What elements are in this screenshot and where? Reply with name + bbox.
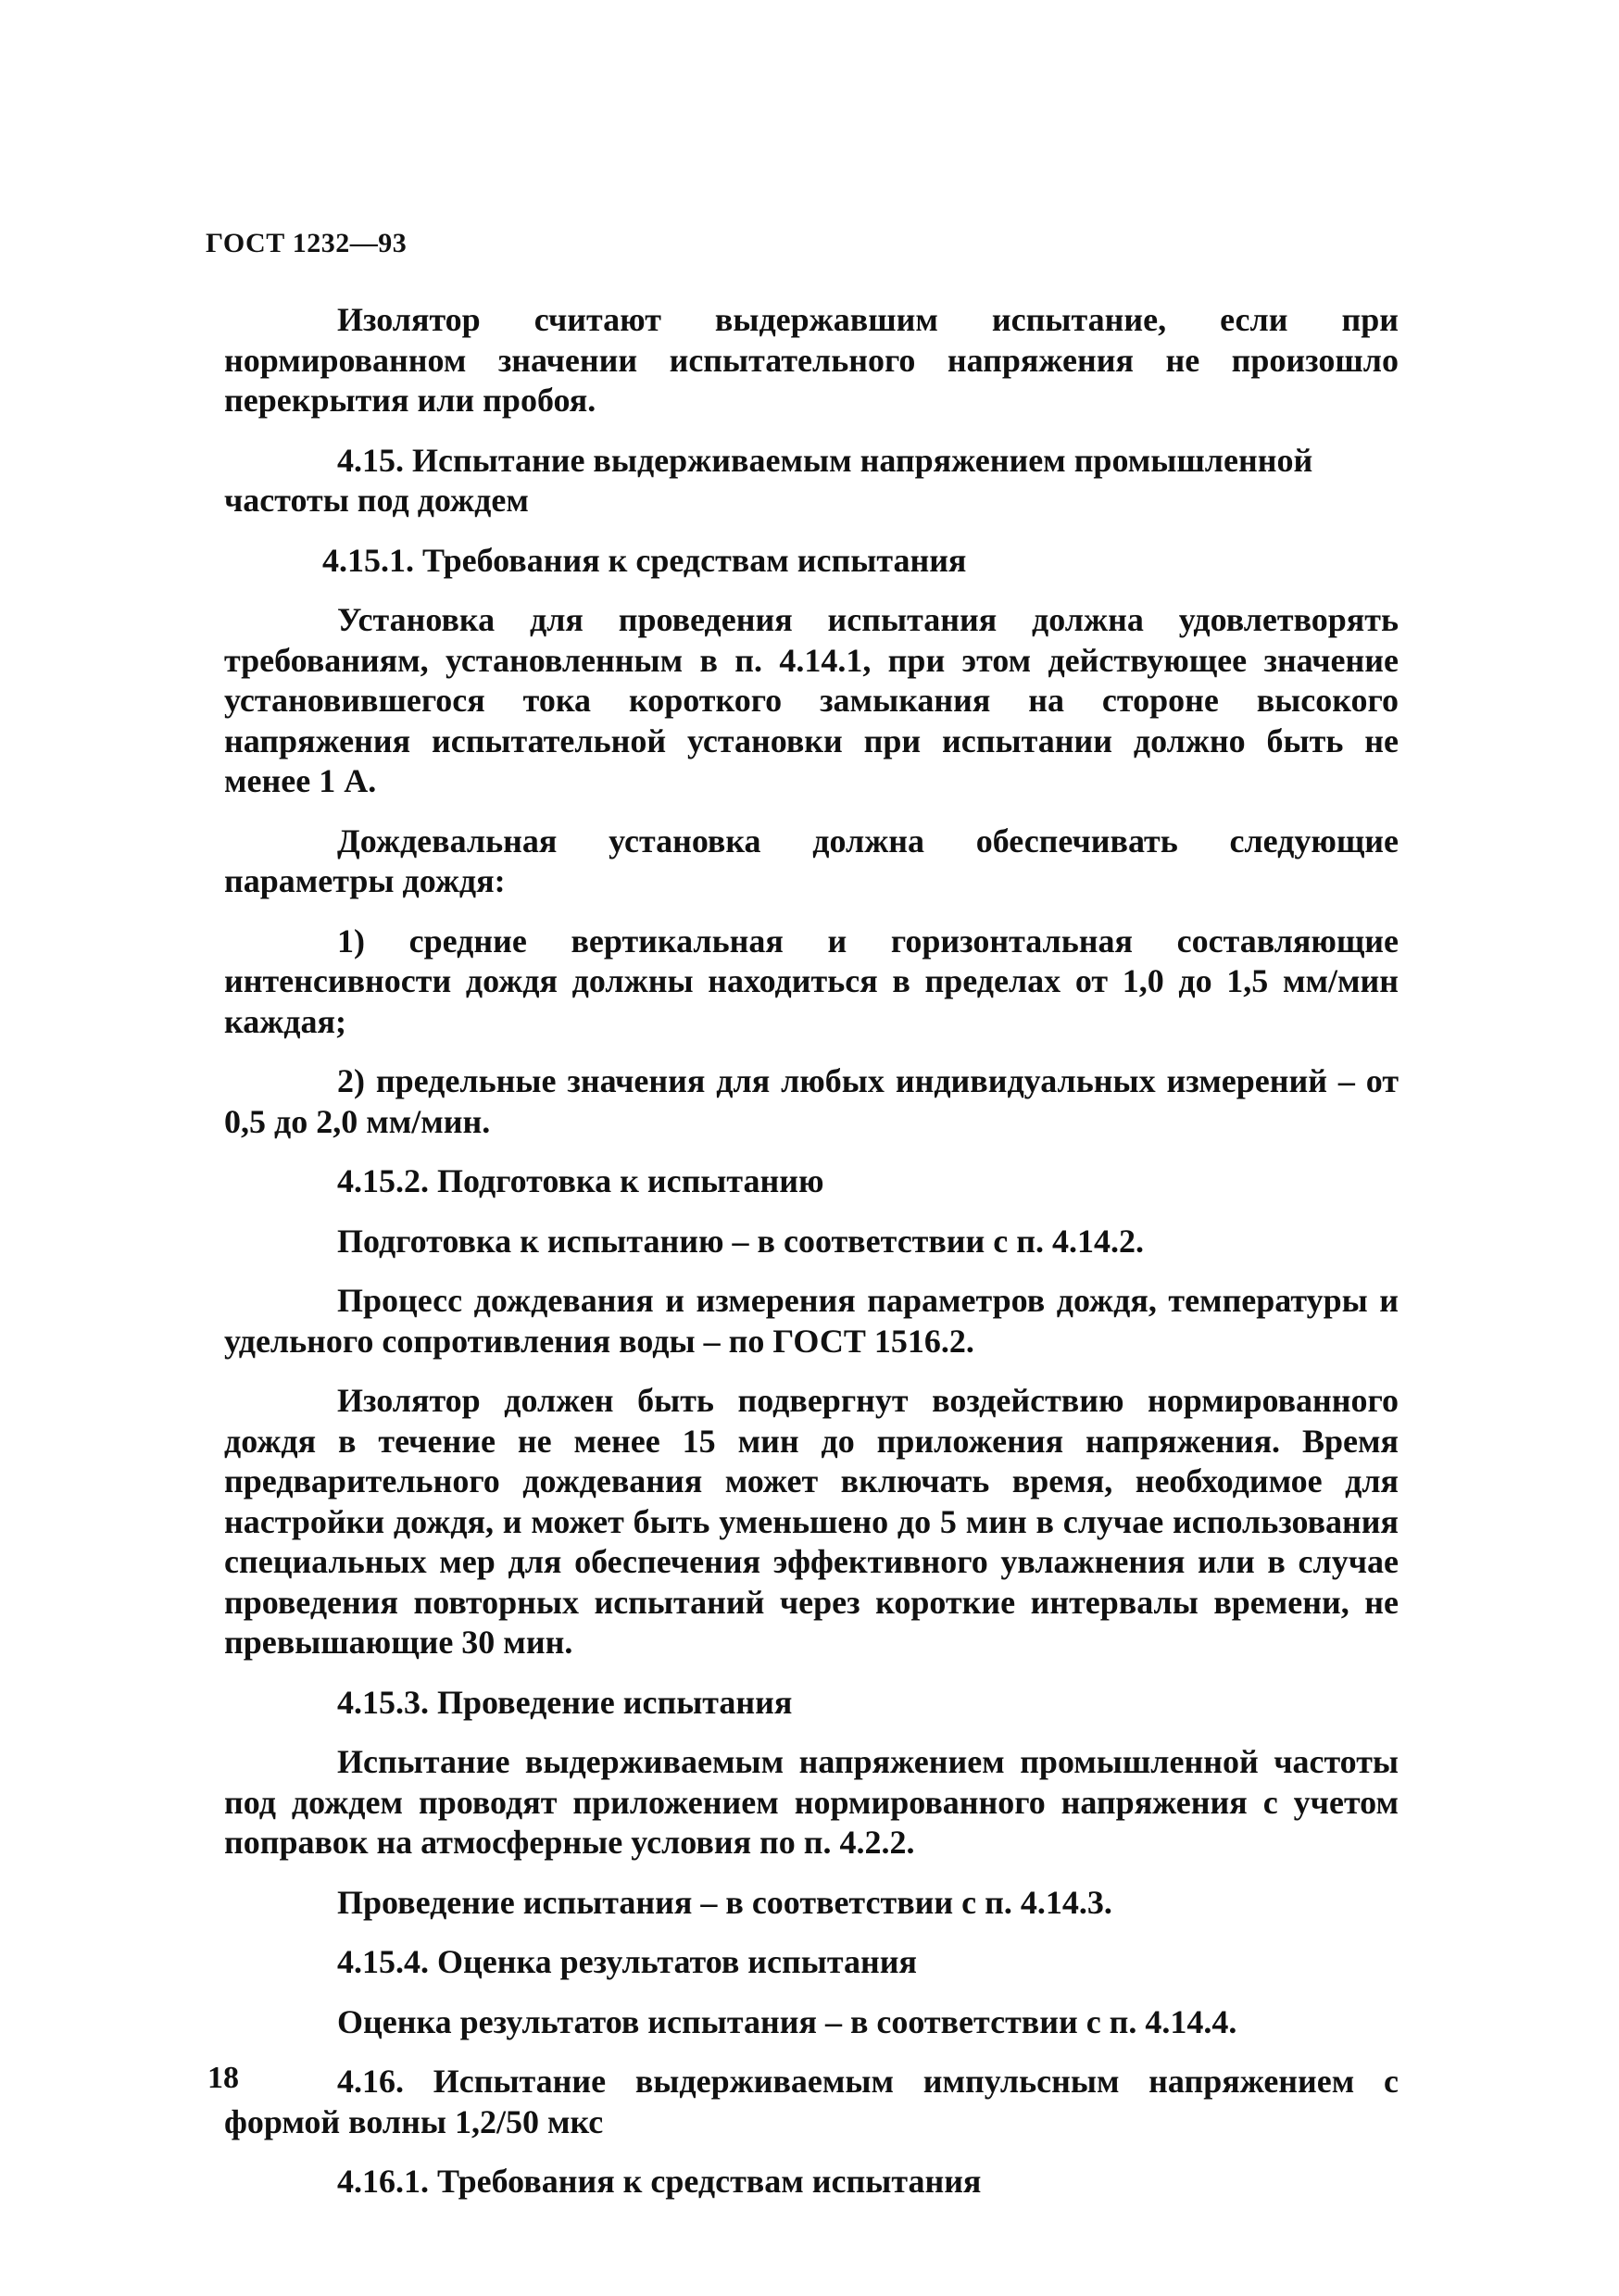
list-item-2: 2) предельные значения для любых индивидуальных измерений – от 0,5 до 2,0 мм/мин.: [224, 1062, 1399, 1140]
section-heading-4-16-1: 4.16.1. Требования к средствам испытания: [337, 2163, 982, 2200]
paragraph-withstand-criterion: Изолятор считают выдержавшим испытание, если при нормированном значении испытательного напряжения не произошло перекрытия или пробоя.: [224, 301, 1399, 419]
paragraph-rain-exposure: Изолятор должен быть подвергнут воздействию нормированного дождя в течение не менее 15 мин до приложения напряжения. Время предварительного дождевания может включать время, необходимое для настройки дождя, и может быть уменьшено до 5 мин в случае использования специальных мер для обеспечения эффективного увлажнения или в случае проведения повторных испытаний через короткие интервалы времени, не превышающие 30 мин.: [224, 1382, 1399, 1661]
section-heading-4-15-2: 4.15.2. Подготовка к испытанию: [337, 1162, 824, 1199]
section-heading-4-15: 4.15. Испытание выдерживаемым напряжением промышленной частоты под дождем: [224, 441, 1313, 519]
paragraph-test-procedure: Испытание выдерживаемым напряжением промышленной частоты под дождем проводят приложением нормированного напряжения с учетом поправок на атмосферные условия по п. 4.2.2.: [224, 1743, 1399, 1861]
section-heading-4-15-4: 4.15.4. Оценка результатов испытания: [337, 1943, 917, 1980]
paragraph-evaluation: Оценка результатов испытания – в соответствии с п. 4.14.4.: [337, 2002, 1237, 2040]
document-header: ГОСТ 1232—93: [206, 228, 408, 258]
section-heading-4-15-3: 4.15.3. Проведение испытания: [337, 1683, 793, 1721]
paragraph-rain-process: Процесс дождевания и измерения параметров дождя, температуры и удельного сопротивления воды – по ГОСТ 1516.2.: [224, 1282, 1399, 1360]
section-heading-4-15-1: 4.15.1. Требования к средствам испытания: [322, 541, 967, 579]
paragraph-rain-unit: Дождевальная установка должна обеспечивать следующие параметры дождя:: [224, 822, 1399, 899]
paragraph-preparation: Подготовка к испытанию – в соответствии с п. 4.14.2.: [337, 1222, 1145, 1260]
paragraph-test-conduct: Проведение испытания – в соответствии с п. 4.14.3.: [337, 1883, 1112, 1921]
document-body: [224, 300, 1399, 2222]
paragraph-test-setup: Установка для проведения испытания должна удовлетворять требованиям, установленным в п. 4.14.1, при этом действующее значение установившегося тока короткого замыкания на стороне высокого напряжения испытательной установки при испытании должно быть не менее 1 А.: [224, 601, 1399, 799]
page-number: 18: [207, 2061, 239, 2095]
section-heading-4-16: 4.16. Испытание выдерживаемым импульсным напряжением с формой волны 1,2/50 мкс: [224, 2063, 1399, 2140]
list-item-1: 1) средние вертикальная и горизонтальная составляющие интенсивности дождя должны находиться в пределах от 1,0 до 1,5 мм/мин каждая;: [224, 922, 1399, 1040]
